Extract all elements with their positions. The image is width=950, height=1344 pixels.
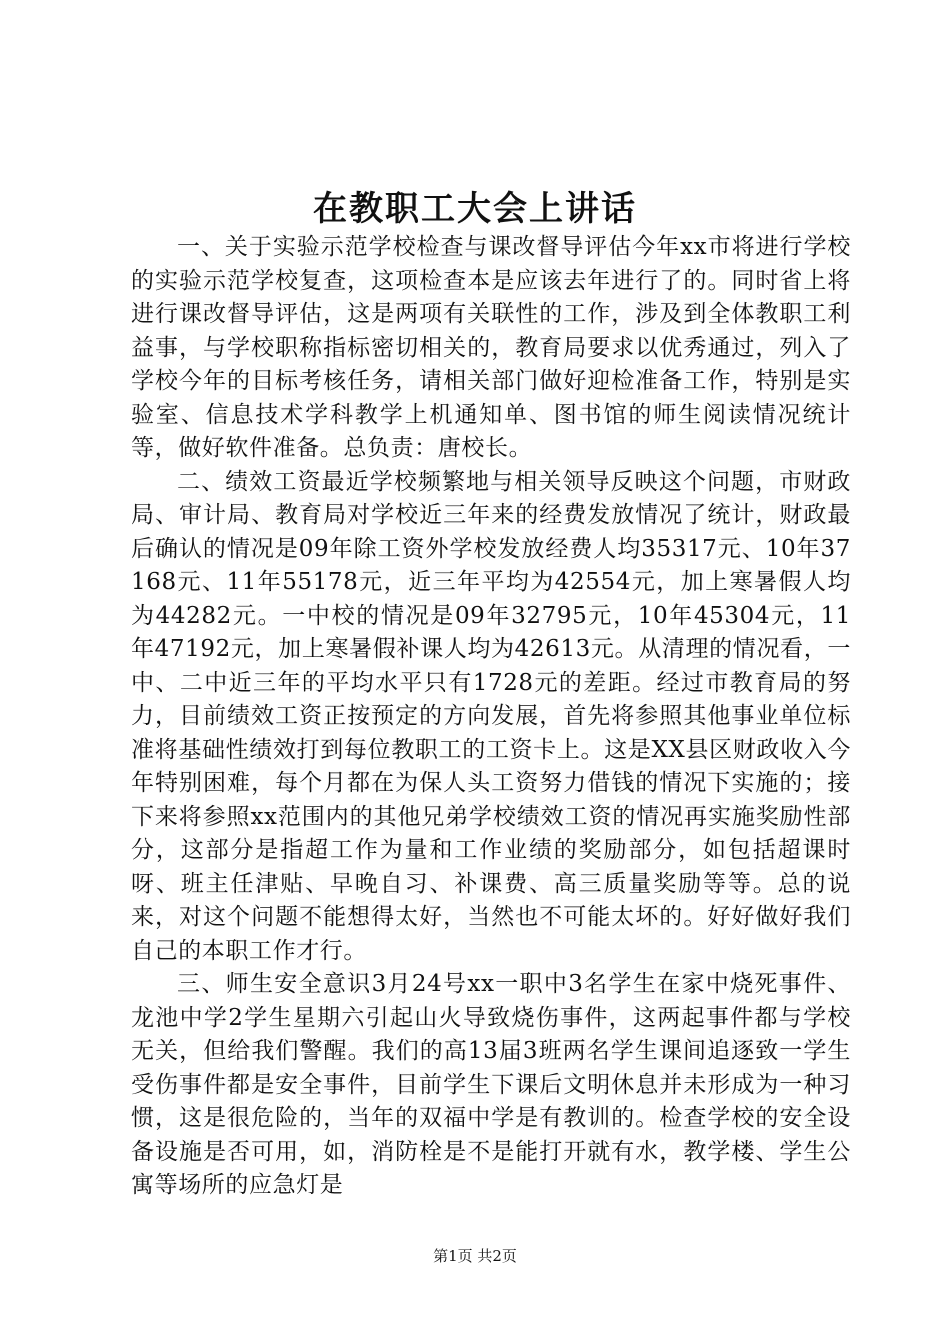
document-title: 在教职工大会上讲话 <box>313 189 637 229</box>
page-footer: 第1页 共2页 <box>433 1247 517 1265</box>
paragraph-2: 二、绩效工资最近学校频繁地与相关领导反映这个问题，市财政局、审计局、教育局对学校近三年来的经费发放情况了统计，财政最后确认的情况是09年除工资外学校发放经费人均35317元、10年37168元、11年55178元，近三年平均为42554元，加上寒暑假人均为44282元。一中校的情况是09年32795元，10年45304元，11年47192元，加上寒暑假补课人均为42613元。从清理的情况看，一中、二中近三年的平均水平只有1728元的差距。经过市教育局的努力，目前绩效工资正按预定的方向发展，首先将参照其他事业单位标准将基础性绩效打到每位教职工的工资卡上。这是XX县区财政收入今年特别困难，每个月都在为保人头工资努力借钱的情况下实施的；接下来将参照xx范围内的其他兄弟学校绩效工资的情况再实施奖励性部分，这部分是指超工作为量和工作业绩的奖励部分，如包括超课时呀、班主任津贴、早晚自习、补课费、高三质量奖励等等。总的说来，对这个问题不能想得太好，当然也不可能太坏的。好好做好我们自己的本职工作才行。 <box>131 468 851 964</box>
paragraph-3: 三、师生安全意识3月24号xx一职中3名学生在家中烧死事件、龙池中学2学生星期六引起山火导致烧伤事件，这两起事件都与学校无关，但给我们警醒。我们的高13届3班两名学生课间追逐致一学生受伤事件都是安全事件，目前学生下课后文明休息并未形成为一种习惯，这是很危险的，当年的双福中学是有教训的。检查学校的安全设备设施是否可用，如，消防栓是不是能打开就有水，教学楼、学生公寓等场所的应急灯是 <box>131 971 851 1198</box>
paragraph-1: 一、关于实验示范学校检查与课改督导评估今年xx市将进行学校的实验示范学校复查，这项检查本是应该去年进行了的。同时省上将进行课改督导评估，这是两项有关联性的工作，涉及到全体教职工利益事，与学校职称指标密切相关的，教育局要求以优秀通过，列入了学校今年的目标考核任务，请相关部门做好迎检准备工作，特别是实验室、信息技术学科教学上机通知单、图书馆的师生阅读情况统计等，做好软件准备。总负责：唐校长。 <box>131 234 851 461</box>
document-body <box>131 231 851 1203</box>
